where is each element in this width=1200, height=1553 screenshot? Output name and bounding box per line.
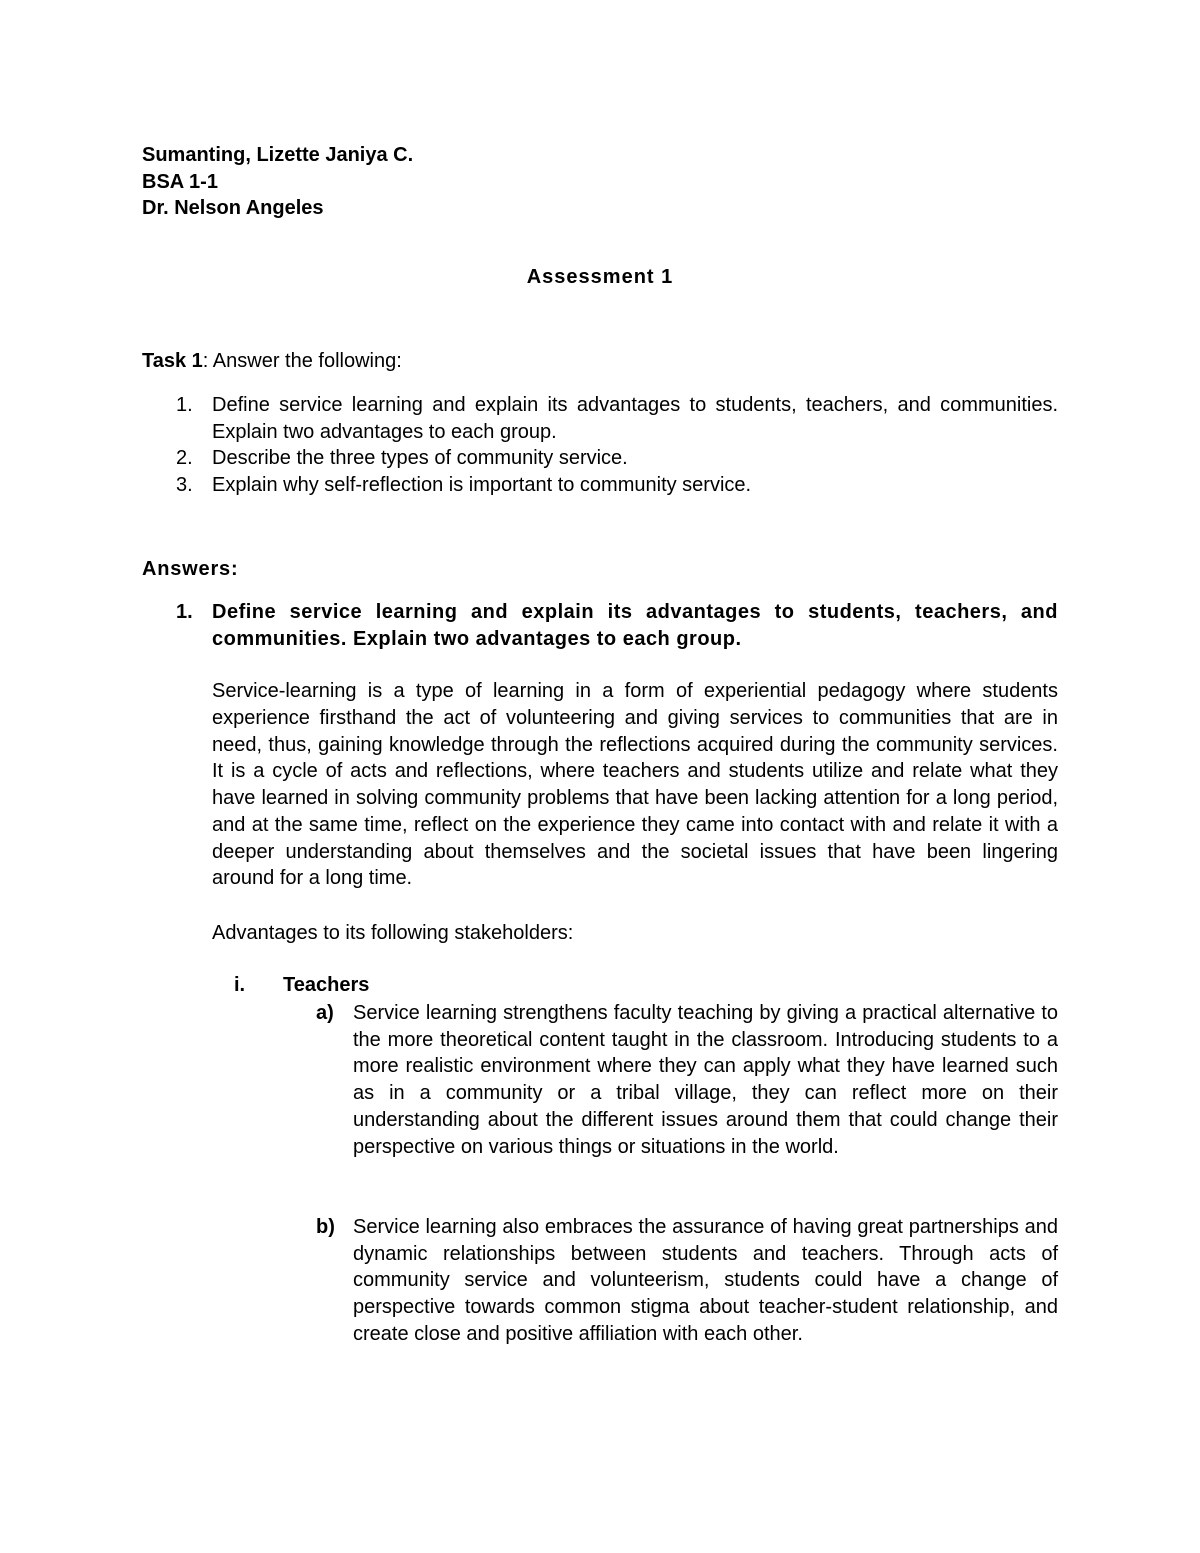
stakeholder-numeral: i. [234, 974, 246, 996]
service-learning-definition: Service-learning is a type of learning in a form of experiential pedagogy where students experience firsthand the act of volunteering and giving services to communities that are in need, thus, gaining knowledge through the reflections acquired during the community services. It is a cycle of acts and reflections, where teachers and students utilize and relate what they have learned in solving community problems that have been lacking attention for a long period, and at the same time, reflect on the experience they came into contact with and relate it with a deeper understanding about themselves and the societal issues that have been lingering around for a long time. [212, 680, 1058, 890]
question-number: 1. [176, 394, 193, 416]
task-instruction: : Answer the following: [202, 350, 402, 372]
task-label: Task 1 [142, 350, 203, 372]
question-item [142, 445, 1058, 472]
advantages-intro: Advantages to its following stakeholders: [212, 922, 574, 944]
advantage-point [316, 1214, 1058, 1348]
answers-heading: Answers: [142, 558, 239, 580]
student-header [142, 142, 413, 222]
point-marker: b) [316, 1216, 335, 1238]
advantage-point [316, 1000, 1058, 1160]
question-list [142, 392, 1058, 498]
question-text: Describe the three types of community service. [212, 447, 628, 469]
student-name: Sumanting, Lizette Janiya C. [142, 144, 414, 166]
point-text: Service learning also embraces the assurance of having great partnerships and dynamic relationships between students and teachers. Through acts of community service and volunteerism, students could have a change of perspective towards common stigma about teacher-student relationship, and create close and positive affiliation with each other. [353, 1216, 1058, 1345]
question-item [142, 392, 1058, 445]
point-text: Service learning strengthens faculty teaching by giving a practical alternative to the more theoretical content taught in the classroom. Introducing students to a more realistic environment where they can apply what they have learned such as in a community or a tribal village, they can reflect more on their understanding about the different issues around them that could change their perspective on various things or situations in the world. [353, 1002, 1058, 1158]
answer-question-heading [142, 599, 1058, 653]
point-marker: a) [316, 1002, 334, 1024]
question-number: 2. [176, 447, 193, 469]
student-section: BSA 1-1 [142, 170, 218, 193]
document-title: Assessment 1 [526, 266, 674, 288]
task-heading [142, 348, 402, 375]
question-text: Define service learning and explain its advantages to students, teachers, and communities. Explain two advantages to each group. [212, 394, 1058, 443]
answer-question-text: Define service learning and explain its advantages to students, teachers, and communities. Explain two advantages to each group. [212, 601, 1058, 650]
answer-question-number: 1. [176, 601, 193, 623]
question-number: 3. [176, 473, 193, 496]
instructor-name: Dr. Nelson Angeles [142, 197, 324, 219]
question-item [142, 472, 1058, 499]
question-text: Explain why self-reflection is important to community service. [212, 473, 752, 496]
stakeholder-name: Teachers [283, 974, 370, 996]
